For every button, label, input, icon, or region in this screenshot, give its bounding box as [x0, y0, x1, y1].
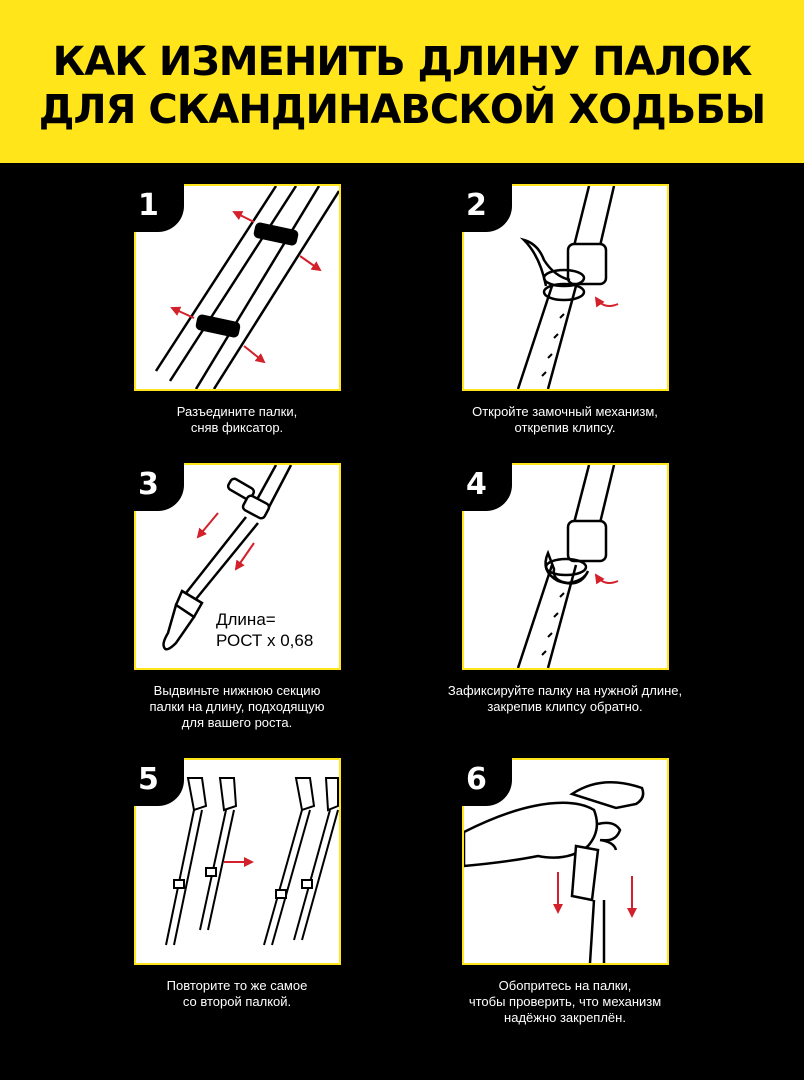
header-banner [0, 0, 804, 163]
step-3-number: 3 [138, 467, 159, 502]
step-6-number: 6 [466, 762, 487, 797]
caption-line: со второй палкой. [182, 994, 292, 1009]
caption-line: надёжно закреплён. [504, 1010, 626, 1025]
length-label-line-2: РОСТ х 0,68 [216, 631, 314, 650]
caption-line: Разъедините палки, [176, 404, 298, 419]
step-3-caption [87, 683, 387, 731]
step-4-badge [460, 461, 512, 511]
caption-line: открепив клипсу. [514, 420, 616, 435]
step-3-badge [132, 461, 184, 511]
caption-line: палки на длину, подходящую [149, 699, 325, 714]
length-label-line-1: Длина= [216, 610, 276, 629]
caption-line: Обопритесь на палки, [498, 978, 632, 993]
step-5-badge [132, 756, 184, 806]
step-5-caption [87, 978, 387, 1010]
step-1-number: 1 [138, 188, 159, 223]
caption-line: для вашего роста. [181, 715, 293, 730]
step-2-caption [415, 404, 715, 436]
step-2-number: 2 [466, 188, 487, 223]
step-1-badge [132, 182, 184, 232]
caption-line: Выдвиньте нижнюю секцию [153, 683, 321, 698]
step-6-caption [415, 978, 715, 1026]
step-4-caption [415, 683, 715, 715]
step-4-number: 4 [466, 467, 487, 502]
step-5-number: 5 [138, 762, 159, 797]
step-1-caption [87, 404, 387, 436]
caption-line: Откройте замочный механизм, [472, 404, 658, 419]
caption-line: закрепив клипсу обратно. [487, 699, 643, 714]
step-6-badge [460, 756, 512, 806]
step-2-badge [460, 182, 512, 232]
caption-line: Зафиксируйте палку на нужной длине, [447, 683, 683, 698]
caption-line: сняв фиксатор. [190, 420, 284, 435]
caption-line: Повторите то же самое [166, 978, 308, 993]
page-title-line-1: КАК ИЗМЕНИТЬ ДЛИНУ ПАЛОК [52, 39, 752, 85]
page-title-line-2: ДЛЯ СКАНДИНАВСКОЙ ХОДЬБЫ [38, 87, 766, 133]
caption-line: чтобы проверить, что механизм [468, 994, 662, 1009]
